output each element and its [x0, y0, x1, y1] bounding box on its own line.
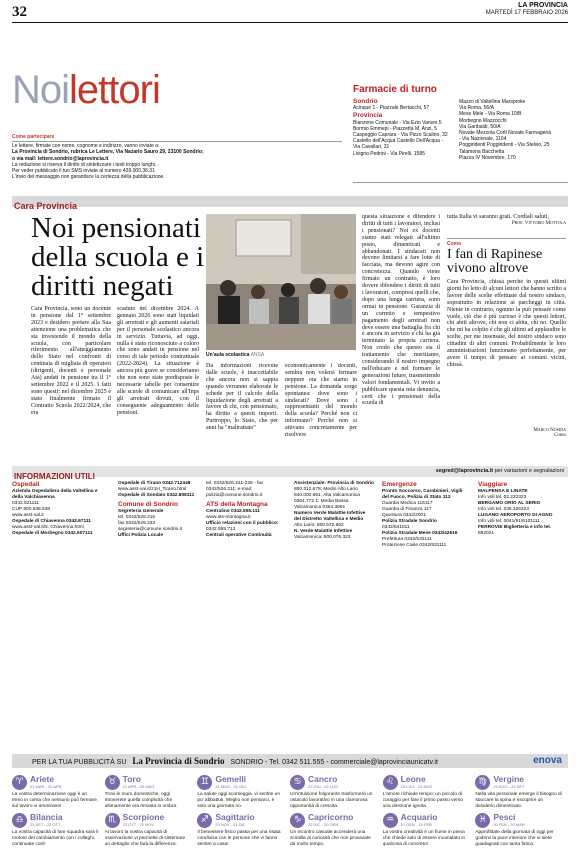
acquario-icon: ♒ — [383, 813, 398, 828]
info-line: Guardia Medica 116117 — [382, 501, 433, 506]
info-line: MALPENSA E LINATE — [478, 489, 528, 494]
intro-line: L'invio del messaggio non garantisce la certezza della pubblicazione. — [12, 174, 165, 181]
info-line: Valcamonica 0364.3691 — [294, 505, 346, 510]
info-line: Centrali operative Continuità — [206, 533, 272, 538]
horoscope-text: Trovi le muro domestiche, oggi ritroverete quella complicità che ultimamente era rimasta in ombra. — [104, 792, 178, 809]
page-number: 32 — [12, 4, 27, 20]
farmacie-line: Castello dell'Acqua Castello Dell'Acqua - — [353, 138, 444, 145]
info-line: 0364.772.1; Media Bassa — [294, 499, 349, 504]
horoscope-vergine — [475, 775, 562, 811]
info-ospedali — [12, 481, 98, 537]
capricorno-icon: ♑ — [290, 813, 305, 828]
article-col3: Da informazioni ricevute dalle scuole, è inaccettabile che ancora non si sappia quando verranno elaborate le schede per il calcolo della liquidazione degli arretrati a favore di chi, con pensionato, ha diritto a questi importi. Purtroppo, lo Stato, che per anni ha "maltrattato" — [206, 363, 278, 432]
info-line: Azienda Ospedaliera della Valtellina e della Valchiavenna — [12, 489, 98, 500]
horoscope-cancro — [290, 775, 377, 811]
horoscope-ariete — [12, 775, 99, 811]
info-line: Ospedale di Morbegno 0342.607111 — [12, 531, 93, 536]
info-line: N. Verde Malattie Infettive — [294, 529, 353, 534]
horoscope-sign: Ariete — [30, 775, 55, 784]
horoscope-sign: Bilancia — [30, 813, 63, 822]
info-line: LUGANO AEROPORTO DI AGNO — [478, 513, 553, 518]
ad-lead: PER LA TUA PUBBLICITÀ SU — [32, 759, 127, 766]
info-line: 0342/526.211; e-mail: — [206, 487, 253, 492]
info-line[interactable]: segreteria@comune.sondrio.it — [118, 527, 183, 532]
farmacie-line: Bormio Emmepi - Piazzetta M. Anzi, 5 — [353, 125, 437, 132]
horoscope-text: La vostra capacità di fare squadra sarà il motore del cambiamento con i colleghi, continuate così! — [12, 830, 99, 847]
info-line: Uffici Polizia Locale — [118, 533, 164, 538]
ad-banner[interactable] — [12, 754, 568, 768]
caption-text: Un'aula scolastica — [206, 352, 250, 358]
farmacie-sondrio-heading: Sondrio — [353, 98, 378, 105]
horoscope-acquario — [383, 813, 470, 849]
horoscope-dates: 23 OTT - 22 NOV — [122, 822, 154, 827]
horoscope-toro — [105, 775, 192, 811]
side-article-headline: I fan di Rapinese vivono altrove — [447, 247, 543, 276]
scorpione-icon: ♏ — [105, 813, 120, 828]
info-line: 840.000.661; Alta Valcamonica — [294, 493, 360, 498]
info-title: INFORMAZIONI UTILI — [14, 472, 95, 481]
info-viaggiare — [478, 481, 568, 537]
info-comune-heading: Comune di Sondrio — [118, 501, 178, 508]
info-line: FERROVIE Biglietteria e info tel. — [478, 525, 552, 530]
info-line: Numero Verde Malattie Infettive — [294, 511, 366, 516]
horoscope-text: Il benessere fisico passa per una risata condivisa con le persone che vi fanno sentire a casa! — [197, 830, 281, 847]
horoscope-text: La vostra creatività è un fiume in piena che chiede solo di essere incanalato in qualcosa di concreto! — [382, 830, 466, 847]
horoscope-gemelli — [197, 775, 284, 811]
info-emergenze — [382, 481, 472, 549]
info-line: Alto Lario: 800.572.662 — [294, 523, 344, 528]
farmacie-col1 — [353, 99, 455, 157]
info-assistenziale — [294, 481, 376, 541]
info-line: 800.312.678; Medio Alto Lario — [294, 487, 358, 492]
section-title-lettori: lettori — [69, 68, 160, 112]
farmacie-line: Via Garibaldi, 50/A — [459, 123, 501, 130]
horoscope-dates: 21 MAR - 20 APR — [30, 784, 62, 789]
info-line: del Fuoco, Polizia di Stato 112 — [382, 495, 451, 500]
info-line: Info voli tel. 02.232323 — [478, 495, 527, 500]
info-ats — [206, 481, 288, 539]
sagittario-icon: ♐ — [197, 813, 212, 828]
horoscope-capricorno — [290, 813, 377, 849]
info-line: Prefettura 0342/532111 — [382, 537, 432, 542]
farmacie-line: Novate Mezzola Corti Novate Farmagenà — [459, 130, 551, 137]
horoscope-text: Nella vita personale emerge il bisogno di staccare la spina e riscoprire un desiderio dimenticato. — [475, 792, 562, 809]
leone-icon: ♌ — [383, 775, 398, 790]
classroom-photo — [206, 214, 356, 350]
masthead — [486, 2, 568, 17]
side-article-signature: Marco Nosida — [533, 428, 566, 433]
article-col1: Cara Provincia, sono un docente in pensione dal 1° settembre 2023 e desidero portare alla Sua attenzione una problematica che sta investendo il mondo della scuola, con particolare riferimento all'atteggiamento dello Stato nel confronti di centinaia di migliaia di operatori (dirigenti, docenti e personale Ata) andati in pensione tra il 1° settembre 2022 e il 2025. I fatti sono questi: nel dicembre 2025 è stato finalmente firmato il Contratto Scuola 2022/2024, che era — [31, 306, 111, 416]
issue-date: MARTEDÌ 17 FEBBRAIO 2026 — [485, 10, 568, 16]
brand-name: LA PROVINCIA — [518, 2, 568, 9]
farmacie-line: Via Roma, 56/A — [459, 105, 494, 112]
horoscope-dates: 20 FEB - 20 MAR — [493, 822, 525, 827]
info-line: tel. 0342/526.216 — [118, 515, 156, 520]
photo-caption — [206, 352, 356, 358]
side-article — [447, 238, 566, 438]
bilancia-icon: ♎ — [12, 813, 27, 828]
horoscope-sign: Leone — [400, 775, 426, 784]
article-closing — [447, 214, 566, 228]
section-bar-label: Cara Provincia — [14, 201, 78, 211]
horoscope-text: La salute oggi scarseggia, vi sentite un po' abbattuti. Meglio non pensarci, è solo una giornata no. — [197, 792, 280, 809]
gemelli-icon: ♊ — [197, 775, 212, 790]
vergine-icon: ♍ — [475, 775, 490, 790]
horoscope-leone — [383, 775, 470, 811]
cancro-icon: ♋ — [290, 775, 305, 790]
article-col4: economicamente i docenti, sembra non volersi fermare neppure ora che siamo in pensione. La domanda sorge spontanea: dove sono i sindacati? Dove sono i rappresentanti del mondo della scuola? Perché non ci informano? Perché non si attivano concretamente per risolvere — [285, 363, 357, 439]
ad-logo: enova — [533, 755, 562, 766]
horoscope-sign: Sagittario — [215, 813, 255, 822]
side-article-signature-block — [447, 427, 566, 438]
section-title-noi: Noi — [12, 68, 70, 112]
horoscope-sign: Gemelli — [215, 775, 247, 784]
info-line[interactable]: www.asst-val.it/21H_Tirano.html — [118, 487, 187, 492]
horoscope-dates: 22 DIC - 20 GEN — [308, 822, 339, 827]
farmacie-line: Mazzo di Valtellina Marsproke — [459, 99, 526, 105]
info-contact-email[interactable]: segred@laprovincia.it — [435, 468, 494, 474]
info-line[interactable]: www.asst-val.it/5. Chiavenna.html — [12, 525, 84, 530]
info-emergenze-heading: Emergenze — [382, 481, 417, 488]
farmacie-line: Morbegno Mazzocchi — [459, 117, 507, 124]
farmacie-line: Piazza IV Novembre, 170 — [459, 154, 516, 161]
intro-line: Per veder pubblicato il tuo SMS inviate al numero 439.000.36.31 — [12, 168, 155, 175]
farmacie-line: Livigno Pedrini - Via Pirelli, 1585 — [353, 150, 425, 157]
info-bar — [12, 466, 568, 481]
farmacie-box — [353, 84, 568, 183]
horoscope-dates: 21 APR - 20 MAG — [122, 784, 155, 789]
farmacie-line: Acinque 1 - Piazzale Bertacchi, 57 — [353, 105, 430, 112]
info-line: Info voli tel. 0041/91/6101111 — [478, 519, 540, 524]
info-line: Polizia Stradale Mese 0343/42616 — [382, 531, 458, 536]
horoscope-scorpione — [105, 813, 192, 849]
info-line: 892021 — [478, 531, 495, 536]
side-article-tag: Como — [447, 241, 462, 247]
caption-credit: ANSA — [250, 352, 265, 358]
horoscope-sign: Cancro — [308, 775, 338, 784]
horoscope-text: Al lavoro la vostra capacità di osservazione vi permette di sistemare un dettaglio che farà la differenza. — [104, 830, 186, 847]
article-closing-text: tutta Italia vi saranno grati. Cordiali saluti, — [447, 214, 549, 220]
farmacie-line: Caspoggio Caprara - Via Pizzo Scalino, 32 — [353, 132, 448, 139]
section-title — [12, 70, 160, 110]
info-line: fax 0342/526.333 — [118, 521, 156, 526]
intro-box — [12, 134, 342, 181]
info-contact-suffix: per variazioni e segnalazioni — [493, 468, 564, 474]
info-ats-heading: ATS della Montagna — [206, 501, 268, 508]
info-line: 0342/541811 — [382, 525, 410, 530]
intro-line: La redazione si riserva il diritto di sintetizzare i testi troppo lunghi. — [12, 161, 157, 168]
horoscope-dates: 23 LUG - 22 AGO — [400, 784, 433, 789]
info-line: Centralino 0342.555.111 — [206, 509, 260, 514]
info-line: 0342.555.713 — [206, 527, 236, 532]
info-viaggiare-heading: Viaggiare — [478, 481, 508, 488]
horoscope-dates: 22 GIU - 22 LUG — [308, 784, 339, 789]
info-line: Ufficio relazioni con il pubblico: — [206, 521, 279, 526]
horoscope-text: Un'intuizione folgorante trasformerà un ostacolo lavorativo in una clamorosa opportunità di crescita. — [290, 792, 373, 809]
info-line: Ospedale di Chiavenna 0343.67111 — [12, 519, 91, 524]
horoscope-text: L'amore richiede tempo: un piccolo di coraggio per fare il primo passo verso una direzione ignota. — [382, 792, 463, 809]
intro-text — [12, 143, 342, 181]
top-rule — [12, 22, 568, 23]
article-signature: Prof. Vittorio Mottola — [511, 220, 566, 226]
info-ospedali-heading: Ospedali — [12, 481, 40, 488]
ad-contact: SONDRIO - Tel. 0342 511.555 - commerciale@laprovinciaunicatv.it — [230, 759, 438, 766]
side-article-body: Cara Provincia, chissà perché in questi ultimi giorni ho letto di alcuni lettori che hanno scritto a favore delle scelte effettuate dal nostro sindaco, soprattutto in relazione ai parcheggi in città. Niente in contrario, ognuno la può pensare come vuole, ciò che è più curioso è che questi lettori, chi abiti altrove, chi non ci abita, chi no. Quello che mi ha colpito è che gli ultimi ad applaudire le scelte, per me insensate, del nostro sindaco sono cittadini di altri comuni. Probabilmente le loro amministrazioni funzionano perfettamente, per avere il tempo di pensare ai comuni vicini, chissà. — [447, 279, 566, 368]
side-article-city: Como — [554, 433, 566, 438]
article-col5: questa situazione e difendere i diritti di tutti i lavoratori, inclusi i pensionati? Noi ex docenti siamo stati relegati all'ultimo posto, dimenticati e abbandonati. I sindacati non devono limitarsi a fare lotte di facciata, ma devono agire con concretezza. Quando viene firmato un contratto, è loro dovere difendere i diritti di tutti i lavoratori, compresi quelli che, dopo una lunga carriera, sono ormai in pensione. Garanzia di un corretto e tempestivo pagamento degli arretrati non deve essere una battaglia fra chi è ancora in servizio e chi ha già terminato la propria carriera. Non credo che questo sia il trattamento che meritiamo, considerando il nostro impegno nell'educare e nel formare le generazioni future, trasmettendo valori fondamentali. Vi invito a pubblicare questa mia denuncia, certi che i pensionati della scuola di — [362, 214, 440, 407]
info-line: Protezione Civile 0342/531111 — [382, 543, 447, 548]
farmacie-title: Farmacie di turno — [353, 84, 437, 95]
horoscope-dates: 21 GEN - 19 FEB — [400, 822, 432, 827]
info-line: BERGAMO ORIO AL SERIO — [478, 501, 541, 506]
ad-brand: La Provincia di Sondrio — [132, 756, 225, 766]
horoscope-sign: Scorpione — [122, 813, 165, 822]
horoscope-sign: Pesci — [493, 813, 516, 822]
info-ospedali-2 — [118, 481, 200, 539]
horoscope-text: La vostra determinazione oggi è un treno in corsa che nessuno può fermare, sul lavoro vi ammirano! — [12, 792, 99, 809]
info-line: del Distretto Valtellina e Medio — [294, 517, 364, 522]
info-line: Info voli tel. 035.326323 — [478, 507, 529, 512]
info-line: 0342.521111 — [12, 501, 39, 506]
horoscope-dates: 23 NOV - 21 DIC — [215, 822, 246, 827]
horoscope-grid — [12, 775, 568, 847]
farmacie-line: Bianzone Comunale - Via Ezio Vanoni 5 — [353, 119, 442, 126]
info-line[interactable]: www.asst-val.it — [12, 513, 44, 518]
section-bar — [12, 196, 568, 211]
horoscope-bilancia — [12, 813, 99, 849]
intro-line: La Provincia di Sondrio, rubrica Le Lettere, Via Nazario Sauro 29, 23100 Sondrio; — [12, 149, 204, 156]
info-line: Pronto Soccorso, Carabinieri, Vigili — [382, 489, 463, 494]
info-line: Assistenziale: Provincia di Sondrio — [294, 481, 374, 486]
horoscope-pesci — [475, 813, 562, 849]
farmacie-col2 — [459, 99, 568, 161]
horoscope-dates: 23 SET - 22 OTT — [30, 822, 61, 827]
horoscope-sagittario — [197, 813, 284, 849]
classroom-illustration — [206, 214, 356, 350]
info-line: Ospedale di Tirano 0342.712448 — [118, 481, 191, 486]
intro-line[interactable]: o via mail: lettere.sondrio@laprovincia.it — [12, 155, 109, 162]
info-line: CUP 800.638.638 — [12, 507, 51, 512]
info-line: Questura 0342/2001 — [382, 513, 426, 518]
info-line[interactable]: polizia@comune.sondrio.it — [206, 493, 263, 498]
horoscope-text: Approfittate della giornata di oggi per godervi la pace interiore che vi siete guadagnati con tanta fatica. — [475, 830, 554, 847]
info-line: tel. 0342/526.221-228 - fax — [206, 481, 264, 486]
horoscope-sign: Acquario — [400, 813, 438, 822]
toro-icon: ♉ — [105, 775, 120, 790]
farmacie-provincia-heading: Provincia — [353, 112, 383, 120]
farmacie-line: - Via Nazionale, 1104 — [459, 136, 507, 143]
info-line[interactable]: www.ats-montagna.it — [206, 515, 251, 520]
article-col2: scaduto nel dicembre 2024. A gennaio 2026 sono stati liquidati gli arretrati e gli aumenti salariali per il personale scolastico ancora in servizio. Tuttavia, ad oggi, nulla è stato riconosciuto a coloro che sono andati in pensione nel corso di tale periodo contrattuale (2022-2024). La situazione è ancora più grave se consideriamo che non sono state predisposte le necessarie tabelle per consentire alle scuole di comunicare all'Inps gli arretrati dovuti, con il conseguente adeguamento delle pensioni. — [117, 306, 199, 416]
info-contact — [436, 468, 564, 474]
info-line: Guardia di Finanza 117 — [382, 507, 432, 512]
farmacie-line: Talamona Bacchetta — [459, 148, 505, 155]
horoscope-dates: 21 MAG - 21 GIU — [215, 784, 247, 789]
intro-line: Le lettere, firmate con nome, cognome e indirizzo, vanno inviate a: — [12, 143, 160, 149]
info-line: Ospedale di Sondalo 0342.808111 — [118, 493, 195, 498]
info-line: Segreteria Generale — [118, 509, 164, 514]
horoscope-sign: Vergine — [493, 775, 525, 784]
ariete-icon: ♈ — [12, 775, 27, 790]
intro-tag: Come partecipare — [12, 134, 55, 140]
farmacie-line: Mese Mele - Via Roma 10/B — [459, 111, 522, 118]
info-line: Valcamonica: 800.076.323 — [294, 535, 351, 540]
article-headline: Noi pensionati della scuola e i diritti negati — [31, 212, 205, 302]
farmacie-line: Poggiridenti Poggiridenti - Via Stelvio, 25 — [459, 142, 550, 149]
horoscope-sign: Toro — [122, 775, 141, 784]
pesci-icon: ♓ — [475, 813, 490, 828]
farmacie-line: Via Cavallari, 31 — [353, 144, 390, 151]
horoscope-sign: Capricorno — [308, 813, 354, 822]
info-line: Polizia Stradale Sondrio — [382, 519, 437, 524]
horoscope-text: Un incontro casuale accenderà una scintilla di curiosità che non provavate da molto tempo. — [290, 830, 371, 847]
horoscope-dates: 23 AGO - 22 SET — [493, 784, 525, 789]
